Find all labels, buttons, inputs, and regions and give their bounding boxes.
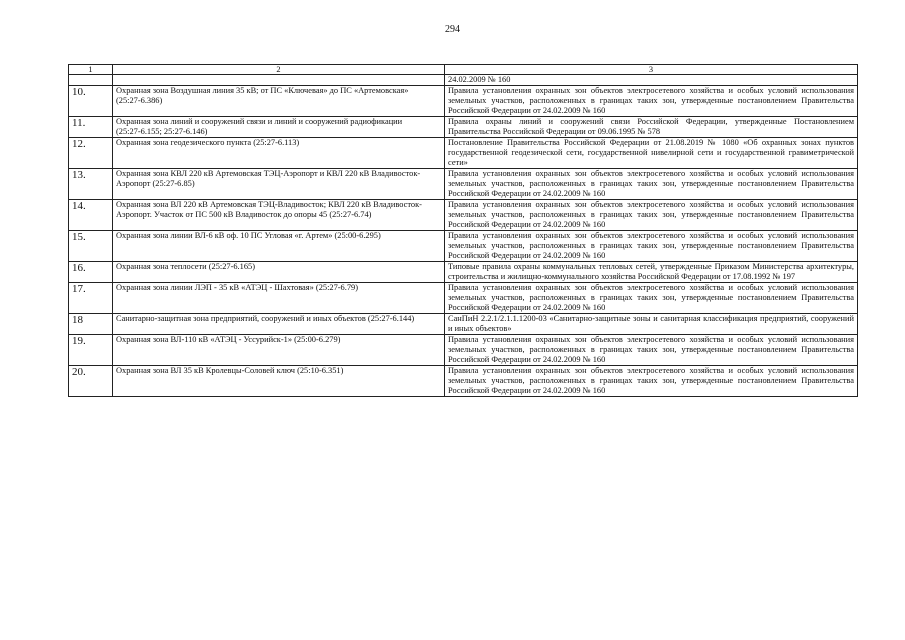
legal-basis: Правила установления охранных зон объектов электросетевого хозяйства и особых условий использования земельных участков, расположенных в границах таких зон, утвержденные постановлением Правительства Российской Федерации от 24.02.2009 № 160 <box>445 231 858 262</box>
row-number: 19. <box>69 335 113 366</box>
row-number: 20. <box>69 366 113 397</box>
zone-description: Охранная зона ВЛ 220 кВ Артемовская ТЭЦ-Владивосток; КВЛ 220 кВ Владивосток-Аэропорт. Участок от ПС 500 кВ Владивосток до опоры 45 (25:27-6.74) <box>113 200 445 231</box>
table-row <box>69 117 858 138</box>
zone-description: Охранная зона линии ЛЭП - 35 кВ «АТЭЦ - Шахтовая» (25:27-6.79) <box>113 283 445 314</box>
column-header: 2 <box>113 65 445 75</box>
legal-basis: Правила установления охранных зон объектов электросетевого хозяйства и особых условий использования земельных участков, расположенных в границах таких зон, утвержденные постановлением Правительства Российской Федерации от 24.02.2009 № 160 <box>445 283 858 314</box>
legal-basis: 24.02.2009 № 160 <box>445 75 858 86</box>
zone-description: Охранная зона теплосети (25:27-6.165) <box>113 262 445 283</box>
legal-basis: Правила установления охранных зон объектов электросетевого хозяйства и особых условий использования земельных участков, расположенных в границах таких зон, утвержденные постановлением Правительства Российской Федерации от 24.02.2009 № 160 <box>445 366 858 397</box>
legal-basis: СанПиН 2.2.1/2.1.1.1200-03 «Санитарно-защитные зоны и санитарная классификация предприятий, сооружений и иных объектов» <box>445 314 858 335</box>
row-number: 13. <box>69 169 113 200</box>
zone-description: Охранная зона линии ВЛ-6 кВ оф. 10 ПС Угловая «г. Артем» (25:00-6.295) <box>113 231 445 262</box>
table-row <box>69 169 858 200</box>
page-number: 294 <box>445 24 460 35</box>
row-number: 12. <box>69 138 113 169</box>
zone-description: Охранная зона линий и сооружений связи и линий и сооружений радиофикации (25:27-6.155; 25:27-6.146) <box>113 117 445 138</box>
legal-basis: Постановление Правительства Российской Федерации от 21.08.2019 № 1080 «Об охранных зонах пунктов государственной геодезической сети, государственной нивелирной сети и государственной гравиметрической сети» <box>445 138 858 169</box>
row-number: 17. <box>69 283 113 314</box>
legal-basis: Правила установления охранных зон объектов электросетевого хозяйства и особых условий использования земельных участков, расположенных в границах таких зон, утвержденные постановлением Правительства Российской Федерации от 24.02.2009 № 160 <box>445 335 858 366</box>
row-number: 15. <box>69 231 113 262</box>
table-row <box>69 283 858 314</box>
table-row <box>69 200 858 231</box>
legal-basis: Правила установления охранных зон объектов электросетевого хозяйства и особых условий использования земельных участков, расположенных в границах таких зон, утвержденные постановлением Правительства Российской Федерации от 24.02.2009 № 160 <box>445 86 858 117</box>
legal-basis: Правила установления охранных зон объектов электросетевого хозяйства и особых условий использования земельных участков, расположенных в границах таких зон, утвержденные постановлением Правительства Российской Федерации от 24.02.2009 № 160 <box>445 169 858 200</box>
row-number: 14. <box>69 200 113 231</box>
zone-description: Охранная зона геодезического пункта (25:27-6.113) <box>113 138 445 169</box>
legal-basis: Типовые правила охраны коммунальных тепловых сетей, утвержденные Приказом Министерства архитектуры, строительства и жилищно-коммунального хозяйства Российской Федерации от 17.08.1992 № 197 <box>445 262 858 283</box>
column-header: 3 <box>445 65 858 75</box>
table-row <box>69 138 858 169</box>
row-number <box>69 75 113 86</box>
column-header: 1 <box>69 65 113 75</box>
table-header-row <box>69 65 858 75</box>
zone-description <box>113 75 445 86</box>
table-row <box>69 75 858 86</box>
legal-basis: Правила установления охранных зон объектов электросетевого хозяйства и особых условий использования земельных участков, расположенных в границах таких зон, утвержденные постановлением Правительства Российской Федерации от 24.02.2009 № 160 <box>445 200 858 231</box>
row-number: 10. <box>69 86 113 117</box>
zones-table <box>68 64 858 397</box>
row-number: 18 <box>69 314 113 335</box>
zone-description: Санитарно-защитная зона предприятий, сооружений и иных объектов (25:27-6.144) <box>113 314 445 335</box>
table-row <box>69 262 858 283</box>
zone-description: Охранная зона КВЛ 220 кВ Артемовская ТЭЦ-Аэропорт и КВЛ 220 кВ Владивосток-Аэропорт (25:27-6.85) <box>113 169 445 200</box>
row-number: 16. <box>69 262 113 283</box>
row-number: 11. <box>69 117 113 138</box>
table-row <box>69 314 858 335</box>
zone-description: Охранная зона ВЛ-110 кВ «АТЭЦ - Уссурийск-1» (25:00-6.279) <box>113 335 445 366</box>
table-row <box>69 366 858 397</box>
table-row <box>69 231 858 262</box>
table-row <box>69 86 858 117</box>
legal-basis: Правила охраны линий и сооружений связи Российской Федерации, утвержденные Постановлением Правительства Российской Федерации от 09.06.1995 № 578 <box>445 117 858 138</box>
table-row <box>69 335 858 366</box>
zone-description: Охранная зона Воздушная линия 35 кВ; от ПС «Ключевая» до ПС «Артемовская» (25:27-6.386) <box>113 86 445 117</box>
zone-description: Охранная зона ВЛ 35 кВ Кролевцы-Соловей ключ (25:10-6.351) <box>113 366 445 397</box>
